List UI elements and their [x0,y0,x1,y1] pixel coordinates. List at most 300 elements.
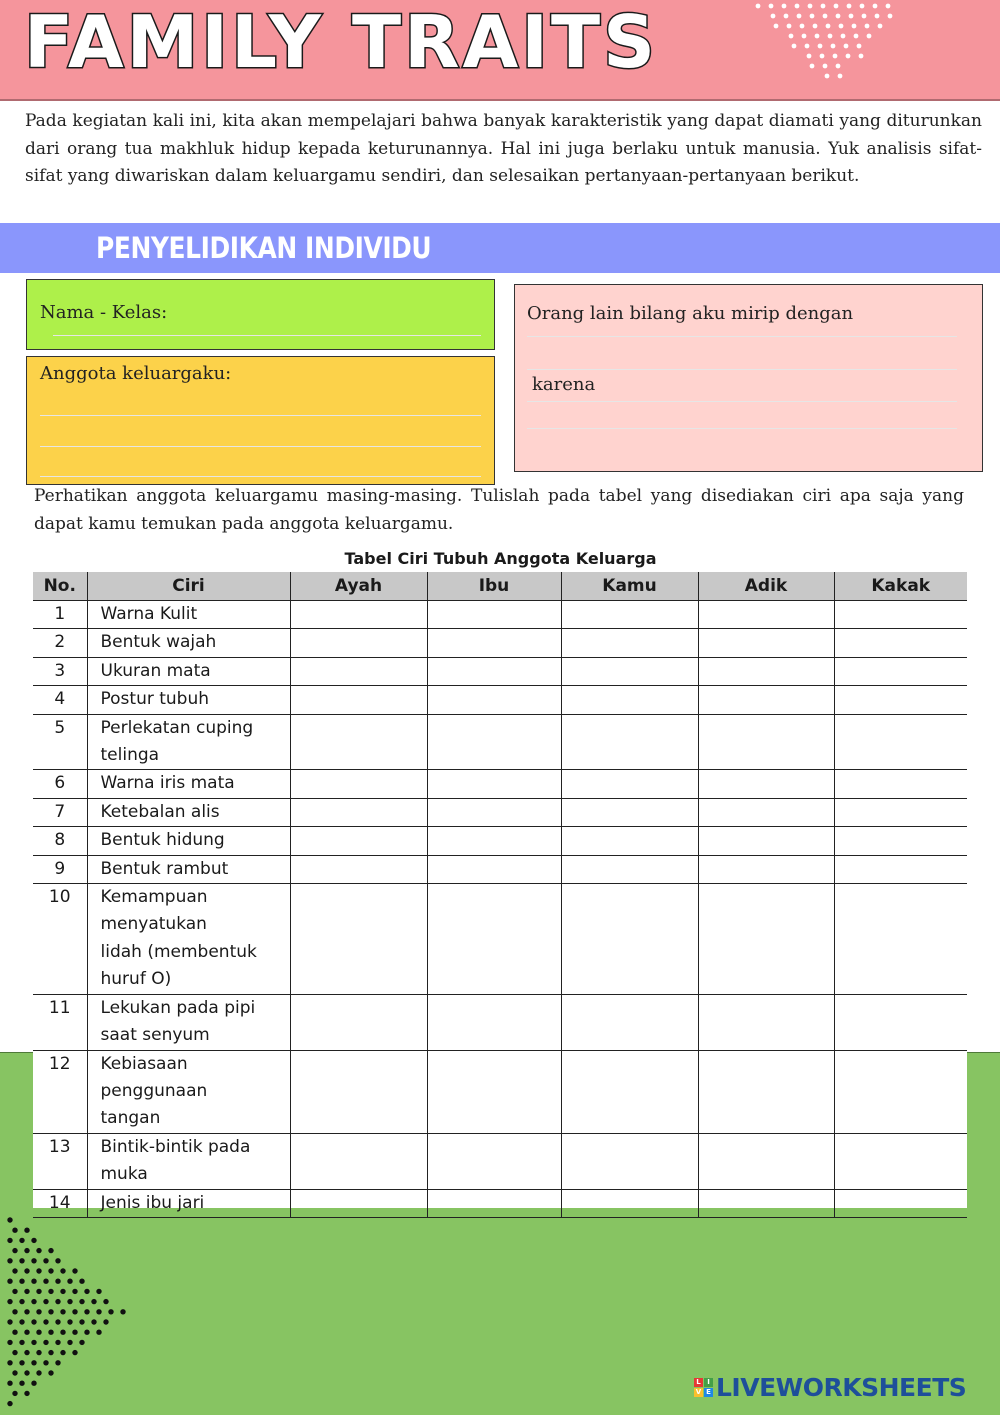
black-dot [72,1289,77,1294]
cell-kamu[interactable] [561,601,698,629]
trait-text-line: Warna iris mata [100,773,235,794]
cell-kamu[interactable] [561,686,698,714]
white-dot [810,64,815,69]
resemblance-line-2[interactable] [527,369,957,370]
cell-kamu[interactable] [561,855,698,883]
row-number: 6 [33,770,87,798]
black-dot [12,1228,17,1233]
cell-kamu[interactable] [561,714,698,770]
black-dot [12,1289,17,1294]
black-dot [60,1289,65,1294]
trait-text-line: tangan [100,1108,161,1129]
family-members-box[interactable] [26,356,495,485]
black-dot [24,1370,29,1375]
row-number: 2 [33,629,87,657]
row-number: 4 [33,686,87,714]
white-dot [849,14,854,19]
cell-kamu[interactable] [561,629,698,657]
cell-adik[interactable] [698,714,834,770]
white-dot [826,24,831,29]
cell-kamu[interactable] [561,994,698,1050]
logo-letter-e: E [704,1388,713,1397]
black-dot-triangle-decoration [0,1214,130,1414]
white-dot [787,24,792,29]
table-row [33,770,967,798]
black-dot [36,1370,41,1375]
resemblance-box[interactable] [514,284,983,472]
section-title: PENYELIDIKAN INDIVIDU [96,231,432,265]
page-title: FAMILY TRAITS [24,0,658,84]
white-dot [807,54,812,59]
white-dot [795,4,800,9]
cell-ibu[interactable] [427,1050,561,1133]
cell-ayah[interactable] [290,601,427,629]
name-class-line[interactable] [53,335,481,336]
cell-ayah[interactable] [290,1189,427,1217]
cell-ibu[interactable] [427,855,561,883]
row-trait [87,1133,290,1189]
black-dot [19,1319,24,1324]
black-dot [72,1350,77,1355]
black-dot [31,1340,36,1345]
black-dot [55,1258,60,1263]
cell-kakak[interactable] [834,1189,967,1217]
cell-ayah[interactable] [290,1050,427,1133]
row-trait [87,855,290,883]
black-dot [31,1279,36,1284]
trait-text-line: Kemampuan [100,887,208,908]
header-banner [0,0,1000,101]
cell-kakak[interactable] [834,1133,967,1189]
black-dot [84,1330,89,1335]
white-dot [774,24,779,29]
black-dot [24,1228,29,1233]
white-dot [878,24,883,29]
black-dot [7,1238,12,1243]
white-dot [859,54,864,59]
cell-adik[interactable] [698,629,834,657]
logo-text: LIVEWORKSHEETS [716,1373,967,1402]
cell-ibu[interactable] [427,601,561,629]
black-dot [12,1350,17,1355]
row-number: 10 [33,884,87,995]
black-dot [24,1350,29,1355]
because-label: karena [532,374,596,395]
cell-ibu[interactable] [427,714,561,770]
cell-ayah[interactable] [290,714,427,770]
black-dot [24,1309,29,1314]
section-band [0,223,1000,273]
name-class-box[interactable] [26,279,495,350]
black-dot [24,1330,29,1335]
white-dot [836,14,841,19]
trait-text-line: lidah (membentuk [100,941,257,962]
black-dot [19,1299,24,1304]
row-trait [87,827,290,855]
black-dot [55,1279,60,1284]
white-dot [862,14,867,19]
white-dot [769,4,774,9]
black-dot [24,1289,29,1294]
table-caption: Tabel Ciri Tubuh Anggota Keluarga [344,549,657,568]
black-dot [7,1360,12,1365]
black-dot [12,1391,17,1396]
black-dot [48,1268,53,1273]
black-dot [67,1340,72,1345]
row-trait [87,714,290,770]
white-dot [815,34,820,39]
white-dot [836,64,841,69]
cell-kakak[interactable] [834,770,967,798]
table-header-row [33,572,967,601]
black-dot [55,1299,60,1304]
cell-kamu[interactable] [561,798,698,826]
header-adik: Adik [698,572,834,601]
white-dot [792,44,797,49]
black-dot [84,1309,89,1314]
cell-kamu[interactable] [561,770,698,798]
table-body [33,601,967,1218]
trait-text-line: Bentuk rambut [100,858,229,879]
white-dot [810,14,815,19]
row-number: 14 [33,1189,87,1217]
black-dot [43,1340,48,1345]
black-dot [7,1340,12,1345]
cell-ayah[interactable] [290,855,427,883]
black-dot [7,1279,12,1284]
black-dot [55,1319,60,1324]
row-number: 7 [33,798,87,826]
black-dot [43,1299,48,1304]
cell-ibu[interactable] [427,1133,561,1189]
row-trait [87,770,290,798]
cell-kamu[interactable] [561,884,698,995]
black-dot [19,1279,24,1284]
row-trait [87,601,290,629]
black-dot [96,1330,101,1335]
trait-text-line: huruf O) [100,969,172,990]
name-class-label: Nama - Kelas: [40,302,168,323]
trait-text-line: muka [100,1164,148,1185]
black-dot [96,1289,101,1294]
white-dot [875,14,880,19]
because-line-1[interactable] [527,401,957,402]
cell-kamu[interactable] [561,1050,698,1133]
family-members-line-1[interactable] [40,415,481,416]
cell-adik[interactable] [698,827,834,855]
row-number: 12 [33,1050,87,1133]
trait-text-line: Postur tubuh [100,689,210,710]
black-dot [7,1299,12,1304]
cell-ibu[interactable] [427,1189,561,1217]
black-dot [12,1248,17,1253]
trait-text-line: Ukuran mata [100,660,211,681]
cell-kakak[interactable] [834,601,967,629]
trait-text-line: menyatukan [100,914,207,935]
black-dot [43,1319,48,1324]
black-dot [103,1319,108,1324]
trait-text-line: Bentuk hidung [100,830,225,851]
traits-table-container [33,572,967,1213]
black-dot [55,1360,60,1365]
cell-kamu[interactable] [561,657,698,685]
trait-text-line: Perlekatan cuping [100,717,254,738]
table-row [33,827,967,855]
black-dot [24,1248,29,1253]
cell-kakak[interactable] [834,629,967,657]
white-dot [852,24,857,29]
white-dot [841,34,846,39]
header-kakak: Kakak [834,572,967,601]
black-dot [7,1401,12,1406]
cell-ayah[interactable] [290,686,427,714]
cell-kamu[interactable] [561,827,698,855]
white-dot [797,14,802,19]
white-dot [833,54,838,59]
black-dot [36,1268,41,1273]
black-dot [120,1309,125,1314]
trait-text-line: telinga [100,745,160,766]
cell-kakak[interactable] [834,798,967,826]
black-dot [7,1217,12,1222]
table-row [33,1133,967,1189]
black-dot [72,1268,77,1273]
cell-kakak[interactable] [834,686,967,714]
cell-adik[interactable] [698,994,834,1050]
white-dot [839,24,844,29]
black-dot [84,1289,89,1294]
cell-ayah[interactable] [290,770,427,798]
cell-kakak[interactable] [834,994,967,1050]
white-dot [847,4,852,9]
white-dot [808,4,813,9]
cell-adik[interactable] [698,601,834,629]
white-dot [823,14,828,19]
black-dot [79,1279,84,1284]
cell-kakak[interactable] [834,657,967,685]
resemblance-label: Orang lain bilang aku mirip dengan [527,303,854,324]
intro-paragraph: Pada kegiatan kali ini, kita akan mempelajari bahwa banyak karakteristik yang dapat diamati yang diturunkan dari orang tua makhluk hidup kepada keturunannya. Hal ini juga berlaku untuk manusia. Yuk analisis sifat-sifat yang diwariskan dalam keluargamu sendiri, dan selesaikan pertanyaan-pertanyaan berikut. [25,111,982,186]
black-dot [67,1279,72,1284]
black-dot [43,1258,48,1263]
black-dot [79,1340,84,1345]
trait-text-line: penggunaan [100,1080,208,1101]
header-ciri: Ciri [87,572,290,601]
row-number: 1 [33,601,87,629]
black-dot [31,1360,36,1365]
cell-ibu[interactable] [427,686,561,714]
black-dot [36,1248,41,1253]
white-dot [846,54,851,59]
cell-ayah[interactable] [290,657,427,685]
header-ayah: Ayah [290,572,427,601]
black-dot [7,1258,12,1263]
black-dot [12,1309,17,1314]
cell-kamu[interactable] [561,1189,698,1217]
cell-kamu[interactable] [561,1133,698,1189]
white-dot [818,44,823,49]
row-number: 13 [33,1133,87,1189]
cell-ibu[interactable] [427,770,561,798]
table-row [33,686,967,714]
cell-ayah[interactable] [290,884,427,995]
white-dot [821,4,826,9]
cell-kakak[interactable] [834,714,967,770]
family-members-line-3[interactable] [40,476,481,477]
black-dot [36,1350,41,1355]
row-trait [87,657,290,685]
cell-ayah[interactable] [290,629,427,657]
cell-ibu[interactable] [427,827,561,855]
logo-mark-icon [694,1378,713,1397]
row-trait [87,884,290,995]
white-dot [825,74,830,79]
row-trait [87,1050,290,1133]
cell-ayah[interactable] [290,827,427,855]
header-kamu: Kamu [561,572,698,601]
cell-ayah[interactable] [290,798,427,826]
white-dot [860,4,865,9]
table-row [33,657,967,685]
white-dot [802,34,807,39]
black-dot [48,1350,53,1355]
logo-letter-i: I [704,1378,713,1387]
cell-ibu[interactable] [427,629,561,657]
cell-adik[interactable] [698,1133,834,1189]
white-dot [888,14,893,19]
cell-adik[interactable] [698,770,834,798]
row-trait [87,798,290,826]
trait-text-line: Jenis ibu jari [100,1192,205,1213]
cell-adik[interactable] [698,798,834,826]
trait-text-line: Warna Kulit [100,604,198,624]
row-number: 8 [33,827,87,855]
black-dot [103,1299,108,1304]
black-dot [12,1370,17,1375]
cell-kakak[interactable] [834,884,967,995]
white-dot [789,34,794,39]
black-dot [36,1330,41,1335]
cell-adik[interactable] [698,855,834,883]
row-number: 11 [33,994,87,1050]
cell-ibu[interactable] [427,884,561,995]
cell-ibu[interactable] [427,994,561,1050]
table-row [33,714,967,770]
liveworksheets-logo [694,1373,966,1402]
black-dot [31,1381,36,1386]
black-dot [48,1289,53,1294]
black-dot [79,1319,84,1324]
row-trait [87,994,290,1050]
white-dot [823,64,828,69]
black-dot [31,1299,36,1304]
black-dot [19,1258,24,1263]
row-number: 9 [33,855,87,883]
header-ibu: Ibu [427,572,561,601]
cell-kakak[interactable] [834,855,967,883]
family-members-line-2[interactable] [40,446,481,447]
black-dot [60,1309,65,1314]
white-dot [873,4,878,9]
table-row [33,798,967,826]
black-dot [91,1319,96,1324]
table-row [33,629,967,657]
white-dot [800,24,805,29]
white-dot [805,44,810,49]
white-dot [857,44,862,49]
table-row [33,1050,967,1133]
table-row [33,1189,967,1217]
cell-adik[interactable] [698,1189,834,1217]
trait-text-line: Kebiasaan [100,1053,188,1074]
black-dot [60,1268,65,1273]
black-dot [19,1360,24,1365]
trait-text-line: Lekukan pada pipi [100,997,256,1018]
black-dot [36,1289,41,1294]
cell-ayah[interactable] [290,1133,427,1189]
black-dot [91,1299,96,1304]
black-dot [55,1340,60,1345]
black-dot [31,1258,36,1263]
black-dot [72,1309,77,1314]
cell-adik[interactable] [698,657,834,685]
black-dot [48,1370,53,1375]
black-dot [48,1309,53,1314]
table-row [33,884,967,995]
resemblance-line-1[interactable] [527,336,957,337]
table-row [33,994,967,1050]
black-dot [7,1319,12,1324]
header-no: No. [33,572,87,601]
white-dot [828,34,833,39]
cell-ayah[interactable] [290,994,427,1050]
black-dot [43,1360,48,1365]
white-dot [867,34,872,39]
cell-adik[interactable] [698,884,834,995]
because-line-2[interactable] [527,428,957,429]
black-dot [72,1330,77,1335]
black-dot [19,1238,24,1243]
white-dot [831,44,836,49]
black-dot [60,1350,65,1355]
white-dot [756,4,761,9]
table-row [33,855,967,883]
logo-letter-v: V [695,1388,702,1396]
white-dot-triangle-decoration [740,0,920,90]
cell-adik[interactable] [698,1050,834,1133]
cell-kakak[interactable] [834,1050,967,1133]
row-trait [87,686,290,714]
black-dot [43,1279,48,1284]
cell-ibu[interactable] [427,798,561,826]
black-dot [24,1268,29,1273]
white-dot [865,24,870,29]
cell-kakak[interactable] [834,827,967,855]
cell-ibu[interactable] [427,657,561,685]
white-dot [784,14,789,19]
family-members-label: Anggota keluargaku: [40,363,232,384]
cell-adik[interactable] [698,686,834,714]
logo-letter-l: L [694,1378,703,1387]
white-dot [834,4,839,9]
table-row [33,601,967,629]
trait-text-line: saat senyum [100,1025,210,1046]
black-dot [7,1381,12,1386]
white-dot [886,4,891,9]
black-dot [31,1238,36,1243]
black-dot [31,1319,36,1324]
black-dot [19,1381,24,1386]
